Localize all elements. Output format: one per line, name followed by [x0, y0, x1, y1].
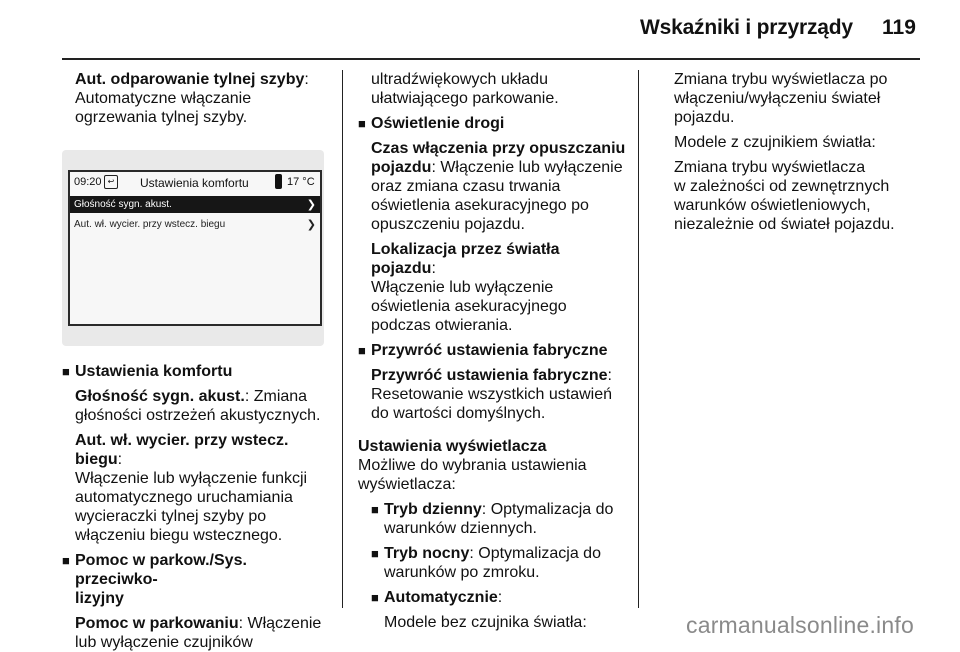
option-text: : Włączenie: [238, 615, 322, 632]
option-item: [62, 614, 332, 652]
text-line: pojazdu.: [674, 109, 735, 126]
option-text: : Optymalizacja do: [481, 501, 614, 518]
option-label: Lokalizacja przez światła pojazdu: [371, 241, 560, 277]
option-item: [62, 431, 332, 545]
option-label: Przywróć ustawienia fabryczne: [371, 367, 608, 384]
text-line: warunków po zmroku.: [384, 564, 540, 581]
text-line: wyświetlacza:: [358, 476, 456, 493]
option-text: :: [607, 367, 612, 384]
section-heading-cont: lizyjny: [75, 590, 124, 607]
text-line: wycieraczki tylnej szyby po: [75, 508, 267, 525]
list-item: [62, 362, 332, 381]
text-line: Włączenie lub wyłączenie funkcji: [75, 470, 308, 487]
option-item: [358, 139, 628, 234]
rear-defog-item: [62, 70, 332, 127]
screen-menu-item-label: Głośność sygn. akust.: [74, 199, 172, 210]
option-label: Tryb nocny: [384, 545, 470, 562]
screen-title: Ustawienia komfortu: [140, 176, 249, 190]
watermark: carmanualsonline.info: [686, 612, 914, 638]
column-divider: [638, 70, 639, 608]
text-line: Resetowanie wszystkich ustawień: [371, 386, 612, 403]
bullet-icon: ■: [358, 116, 366, 131]
text-block: [358, 70, 628, 108]
option-text: :: [117, 451, 123, 468]
option-label: Aut. wł. wycier. przy wstecz. biegu: [75, 432, 289, 468]
bullet-icon: ■: [371, 590, 379, 605]
screen-menu-item: [70, 216, 320, 233]
text-line: Modele z czujnikiem światła:: [674, 134, 876, 151]
column-3: [674, 70, 934, 234]
bullet-icon: ■: [358, 343, 366, 358]
text-line: oświetlenia asekuracyjnego po: [371, 197, 589, 214]
list-item: [371, 588, 628, 632]
text-line: oraz zmiana czasu trwania: [371, 178, 561, 195]
text-line: do wartości domyślnych.: [371, 405, 546, 422]
option-text: : Zmiana: [244, 388, 308, 405]
column-1-lower: [62, 362, 332, 652]
column-1: [62, 70, 332, 127]
text-line: włączeniu biegu wstecznego.: [75, 527, 283, 544]
list-item: [371, 500, 628, 538]
column-divider: [342, 70, 343, 608]
text-line: Zmiana trybu wyświetlacza po: [674, 71, 888, 88]
text-line: ułatwiającego parkowanie.: [371, 90, 559, 107]
text-line: niezależnie od świateł pojazdu.: [674, 216, 895, 233]
chevron-right-icon: ❯: [306, 199, 316, 211]
text-line: Możliwe do wybrania ustawienia: [358, 457, 587, 474]
thermometer-icon: [275, 174, 282, 189]
chevron-right-icon: ❯: [306, 219, 316, 231]
text-line: warunków dziennych.: [384, 520, 537, 537]
text-line: w zależności od zewnętrznych: [674, 178, 890, 195]
option-label-cont: pojazdu: [371, 159, 432, 176]
text-line: warunków oświetleniowych,: [674, 197, 871, 214]
section-heading: Oświetlenie drogi: [371, 115, 505, 132]
section-heading: Przywróć ustawienia fabryczne: [371, 342, 608, 359]
bullet-icon: ■: [62, 553, 70, 568]
text-line: ogrzewania tylnej szyby.: [75, 109, 248, 126]
text-line: Włączenie lub wyłączenie: [371, 279, 554, 296]
rear-defog-label: Aut. odparowanie tylnej szyby: [75, 71, 305, 88]
option-item: [62, 387, 332, 425]
header-rule: [62, 58, 920, 60]
section-heading: Pomoc w parkow./Sys. przeciwko-: [75, 552, 247, 588]
screen-time: 09:20: [74, 176, 102, 188]
list-item: [358, 114, 628, 133]
screen-menu-item-label: Aut. wł. wycier. przy wstecz. biegu: [74, 219, 226, 230]
column-2: [358, 70, 628, 632]
option-text: :: [497, 589, 503, 606]
colon: :: [304, 71, 309, 88]
text-line: głośności ostrzeżeń akustycznych.: [75, 407, 321, 424]
text-line: opuszczeniu pojazdu.: [371, 216, 525, 233]
option-label: Głośność sygn. akust.: [75, 388, 245, 405]
option-text: :: [431, 260, 436, 277]
list-item: [371, 544, 628, 582]
option-text: : Optymalizacja do: [469, 545, 601, 562]
section-title: Ustawienia wyświetlacza: [358, 438, 547, 455]
option-label: Tryb dzienny: [384, 501, 482, 518]
option-label: Automatycznie: [384, 589, 498, 606]
text-line: podczas otwierania.: [371, 317, 513, 334]
text-line: automatycznego uruchamiania: [75, 489, 293, 506]
back-icon: ↩: [104, 175, 118, 189]
list-item: [62, 551, 332, 608]
text-line: ultradźwiękowych układu: [371, 71, 548, 88]
text-line: włączeniu/wyłączeniu świateł: [674, 90, 881, 107]
screen-status-bar: [70, 172, 320, 194]
page-number: 119: [882, 16, 916, 39]
text-line: lub wyłączenie czujników: [75, 634, 253, 651]
text-line: Automatyczne włączanie: [75, 90, 252, 107]
screen-temperature: 17 °C: [287, 176, 315, 188]
section-heading: Ustawienia komfortu: [75, 363, 233, 380]
option-item: [358, 366, 628, 423]
display-screen: [68, 170, 322, 326]
list-item: [358, 341, 628, 360]
bullet-icon: ■: [371, 546, 379, 561]
bullet-icon: ■: [371, 502, 379, 517]
bullet-icon: ■: [62, 364, 70, 379]
text-line: Zmiana trybu wyświetlacza: [674, 159, 866, 176]
screen-menu-item-selected: [70, 196, 320, 213]
text-line: oświetlenia asekuracyjnego: [371, 298, 567, 315]
page-header-title: Wskaźniki i przyrządy: [640, 16, 853, 39]
option-text: : Włączenie lub wyłączenie: [431, 159, 623, 176]
text-line: Modele bez czujnika światła:: [384, 614, 587, 631]
display-screenshot: [62, 150, 324, 346]
option-label: Czas włączenia przy opuszczaniu: [371, 140, 626, 157]
option-label: Pomoc w parkowaniu: [75, 615, 239, 632]
option-item: [358, 240, 628, 335]
display-modes-list: [358, 500, 628, 632]
